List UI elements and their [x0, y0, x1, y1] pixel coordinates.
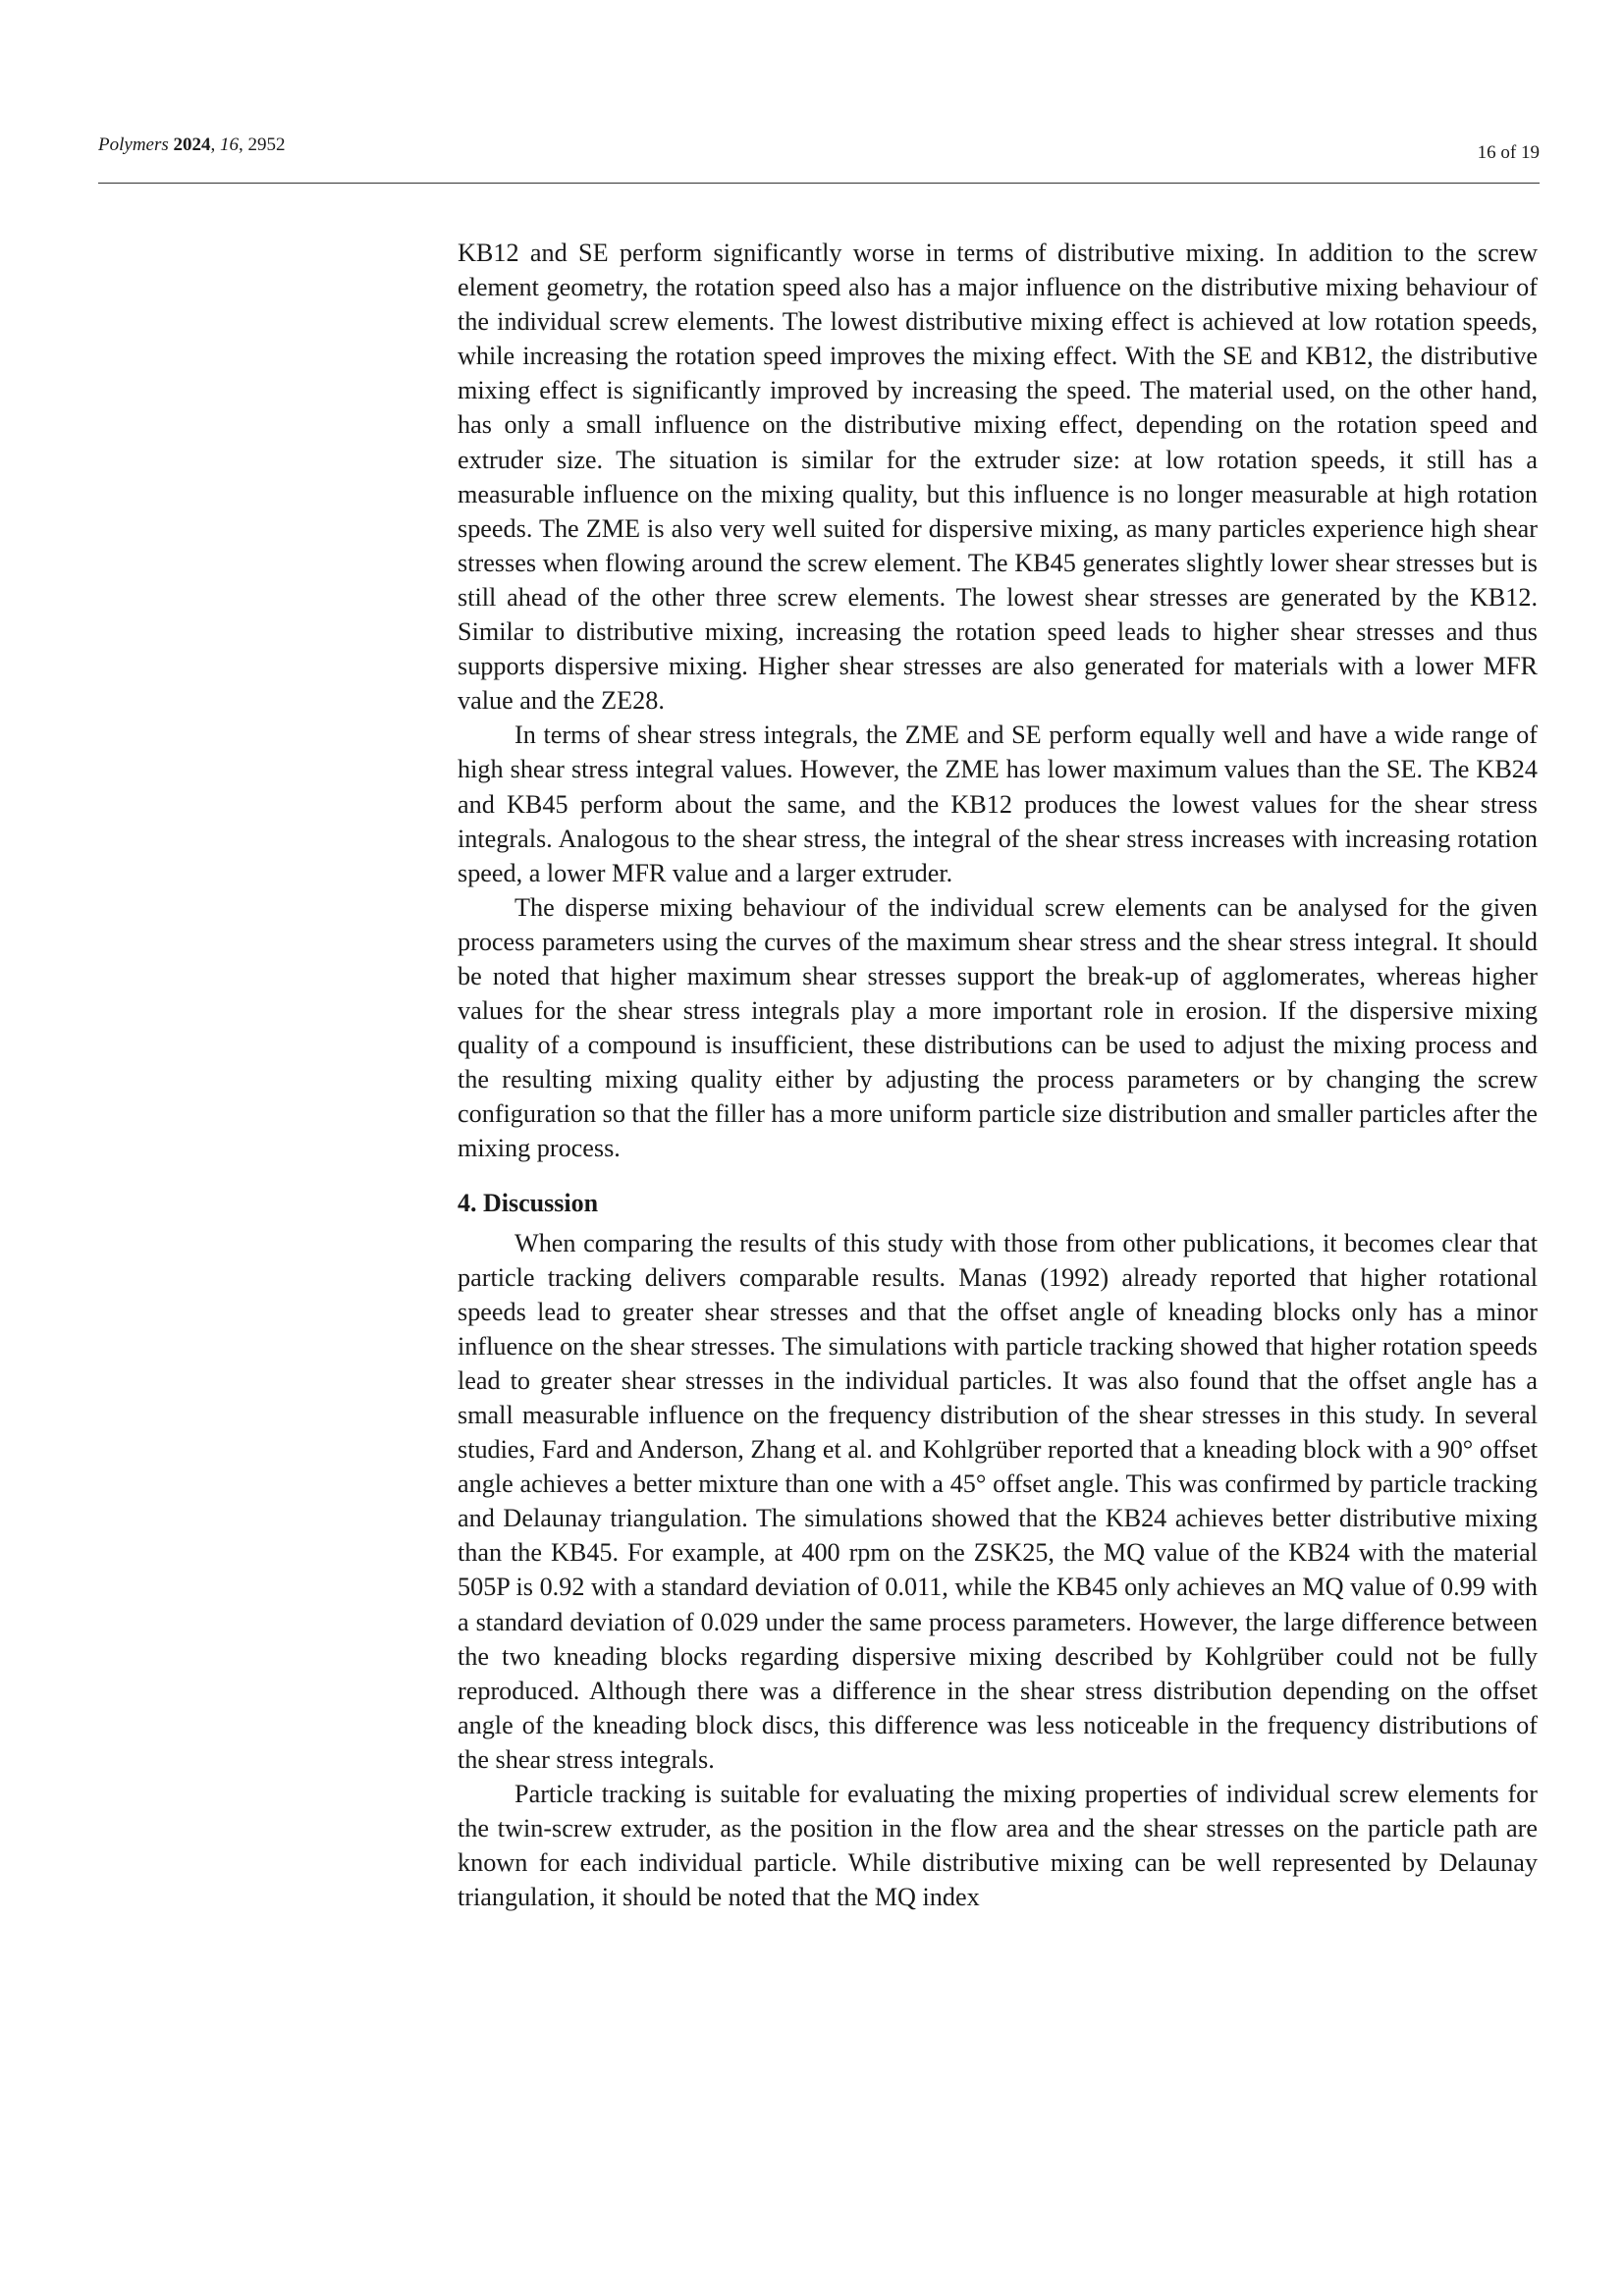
- section-title: 4. Discussion: [458, 1188, 599, 1217]
- paragraph: When comparing the results of this study with those from other publications, it becomes clear that particle tracking delivers comparable results. Manas (1992) already reported that higher rotational speeds lead to greater shear stresses and that the offset angle of kneading blocks only has a minor influence on the shear stresses. The simulations with particle tracking showed that higher rotation speeds lead to greater shear stresses in the individual particles. It was also found that the offset angle has a small measurable influence on the frequency distribution of the shear stresses in this study. In several studies, Fard and Anderson, Zhang et al. and Kohlgrüber reported that a kneading block with a 90° offset angle achieves a better mixture than one with a 45° offset angle. This was confirmed by particle tracking and Delaunay triangulation. The simulations showed that the KB24 achieves better distributive mixing than the KB45. For example, at 400 rpm on the ZSK25, the MQ value of the KB24 with the material 505P is 0.92 with a standard deviation of 0.011, while the KB45 only achieves an MQ value of 0.99 with a standard deviation of 0.029 under the same process parameters. However, the large difference between the two kneading blocks regarding dispersive mixing described by Kohlgrüber could not be fully reproduced. Although there was a difference in the shear stress distribution depending on the offset angle of the kneading block discs, this difference was less noticeable in the frequency distributions of the shear stress integrals.: [458, 1228, 1538, 1774]
- main-text: [458, 236, 1538, 1914]
- page-header: [98, 133, 1540, 184]
- page-number: 16 of 19: [1477, 142, 1540, 163]
- journal-year: 2024: [173, 134, 211, 155]
- paragraph: Particle tracking is suitable for evaluating the mixing properties of individual screw elements for the twin-screw extruder, as the position in the flow area and the shear stresses on the particle path are known for each individual particle. While distributive mixing can be well represented by Delaunay triangulation, it should be noted that the MQ index: [458, 1780, 1538, 1912]
- article-number: 2952: [247, 134, 286, 155]
- paragraph: The disperse mixing behaviour of the individual screw elements can be analysed for the given process parameters using the curves of the maximum shear stress and the shear stress integral. It should be noted that higher maximum shear stresses support the break-up of agglomerates, whereas higher values for the shear stress integrals play a more important role in erosion. If the dispersive mixing quality of a compound is insufficient, these distributions can be used to adjust the mixing process and the resulting mixing quality either by adjusting the process parameters or by changing the screw configuration so that the filler has a more uniform particle size distribution and smaller particles after the mixing process.: [458, 892, 1538, 1163]
- journal-name: Polymers: [98, 134, 169, 155]
- journal-reference: Polymers 2024, 16, 2952: [98, 134, 286, 155]
- journal-volume: 16: [220, 134, 240, 155]
- paragraph: In terms of shear stress integrals, the ZME and SE perform equally well and have a wide range of high shear stress integral values. However, the ZME has lower maximum values than the SE. The KB24 and KB45 perform about the same, and the KB12 produces the lowest values for the shear stress integrals. Analogous to the shear stress, the integral of the shear stress increases with increasing rotation speed, a lower MFR value and a larger extruder.: [458, 721, 1538, 887]
- paragraph: KB12 and SE perform significantly worse in terms of distributive mixing. In addition to the screw element geometry, the rotation speed also has a major influence on the distributive mixing behaviour of the individual screw elements. The lowest distributive mixing effect is achieved at low rotation speeds, while increasing the rotation speed improves the mixing effect. With the SE and KB12, the distributive mixing effect is significantly improved by increasing the speed. The material used, on the other hand, has only a small influence on the distributive mixing effect, depending on the rotation speed and extruder size. The situation is similar for the extruder size: at low rotation speeds, it still has a measurable influence on the mixing quality, but this influence is no longer measurable at high rotation speeds. The ZME is also very well suited for dispersive mixing, as many particles experience high shear stresses when flowing around the screw element. The KB45 generates slightly lower shear stresses but is still ahead of the other three screw elements. The lowest shear stresses are generated by the KB12. Similar to distributive mixing, increasing the rotation speed leads to higher shear stresses and thus supports dispersive mixing. Higher shear stresses are also generated for materials with a lower MFR value and the ZE28.: [458, 239, 1538, 716]
